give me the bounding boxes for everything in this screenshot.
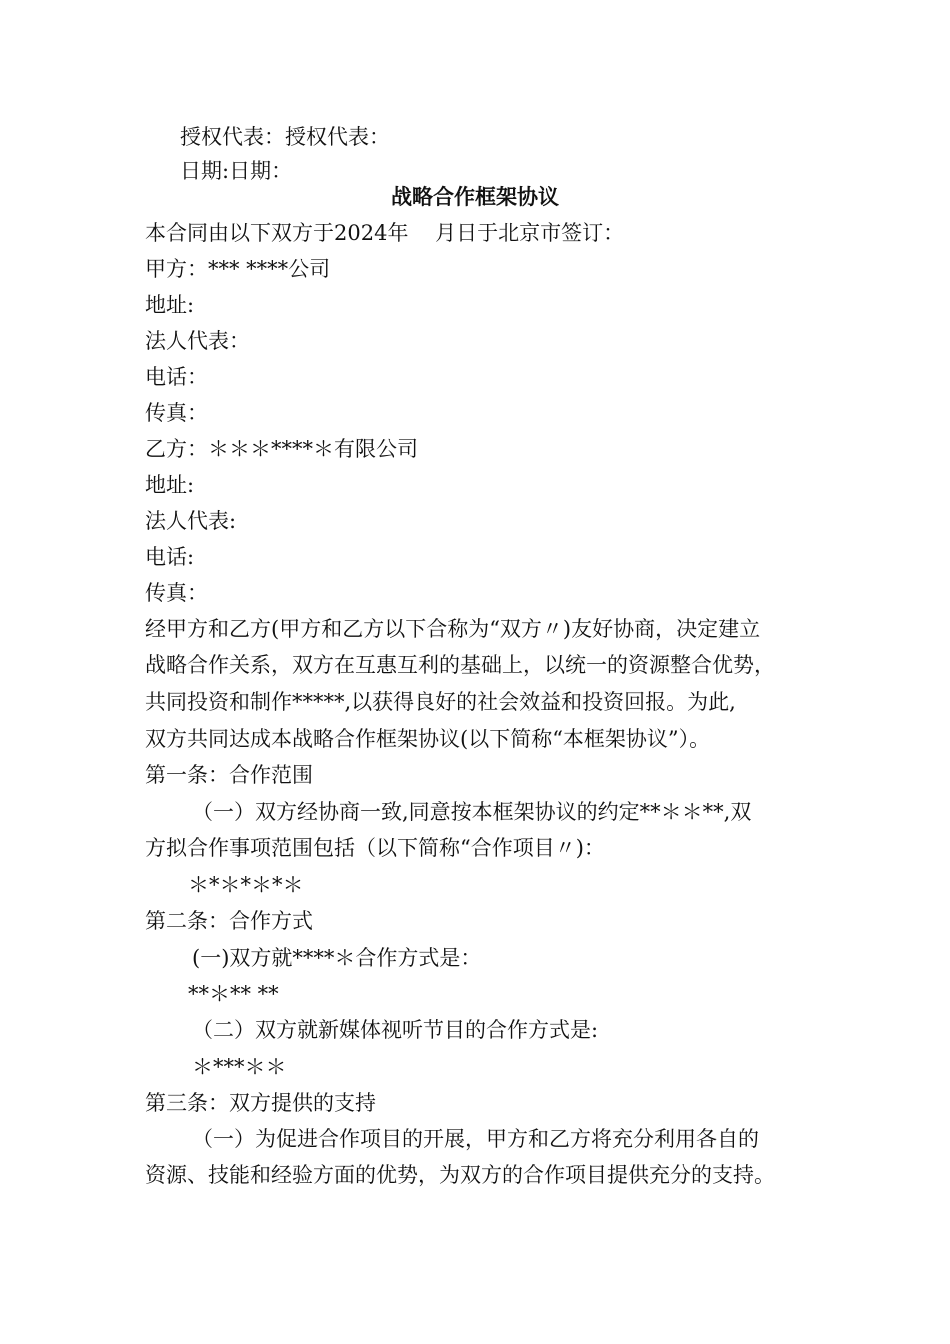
article-2-stars-1: **＊** ** [188,982,279,1006]
preamble-line: 经甲方和乙方(甲方和乙方以下合称为“双方〃)友好协商，决定建立 [145,617,761,641]
document-title: 战略合作框架协议 [391,185,559,209]
signature-line: 授权代表：授权代表： [180,125,390,149]
party-a-fax: 传真： [145,401,208,425]
article-1-heading: 第一条：合作范围 [145,763,313,787]
article-1-stars: ＊*＊*＊*＊ [188,873,304,897]
article-3-item-1: （一）为促进合作项目的开展，甲方和乙方将充分利用各自的 [192,1127,759,1151]
article-2-item-2: （二）双方就新媒体视听节目的合作方式是: [192,1018,599,1042]
party-a-phone: 电话： [145,365,208,389]
article-3-heading: 第三条：双方提供的支持 [145,1091,376,1115]
party-a-name: 甲方：*** ****公司 [145,257,331,281]
party-b-phone: 电话: [145,545,195,569]
party-a-address: 地址: [145,293,195,317]
party-b-legal-rep: 法人代表: [145,509,237,533]
article-3-item-1-cont: 资源、技能和经验方面的优势，为双方的合作项目提供充分的支持。 [145,1163,775,1187]
date-line: 日期:日期： [180,159,293,183]
preamble-line: 双方共同达成本战略合作框架协议(以下简称“本框架协议”）。 [145,727,711,751]
preamble-line: 战略合作关系，双方在互惠互利的基础上，以统一的资源整合优势， [145,653,775,677]
article-1-item-1: （一）双方经协商一致,同意按本框架协议的约定**＊＊**,双 [192,800,752,824]
article-2-heading: 第二条：合作方式 [145,909,313,933]
preamble-line: 共同投资和制作*****,以获得良好的社会效益和投资回报。为此, [145,690,736,714]
article-2-item-1: (一)双方就****＊合作方式是： [192,946,482,970]
party-b-fax: 传真： [145,581,208,605]
intro-line: 本合同由以下双方于2024年 月日于北京市签订： [145,221,625,245]
article-1-item-1-cont: 方拟合作事项范围包括（以下简称“合作项目〃)： [145,836,605,860]
party-b-address: 地址: [145,473,195,497]
party-b-name: 乙方：＊＊＊****＊有限公司 [145,437,418,461]
article-2-stars-2: ＊***＊＊ [192,1055,287,1079]
party-a-legal-rep: 法人代表： [145,329,250,353]
